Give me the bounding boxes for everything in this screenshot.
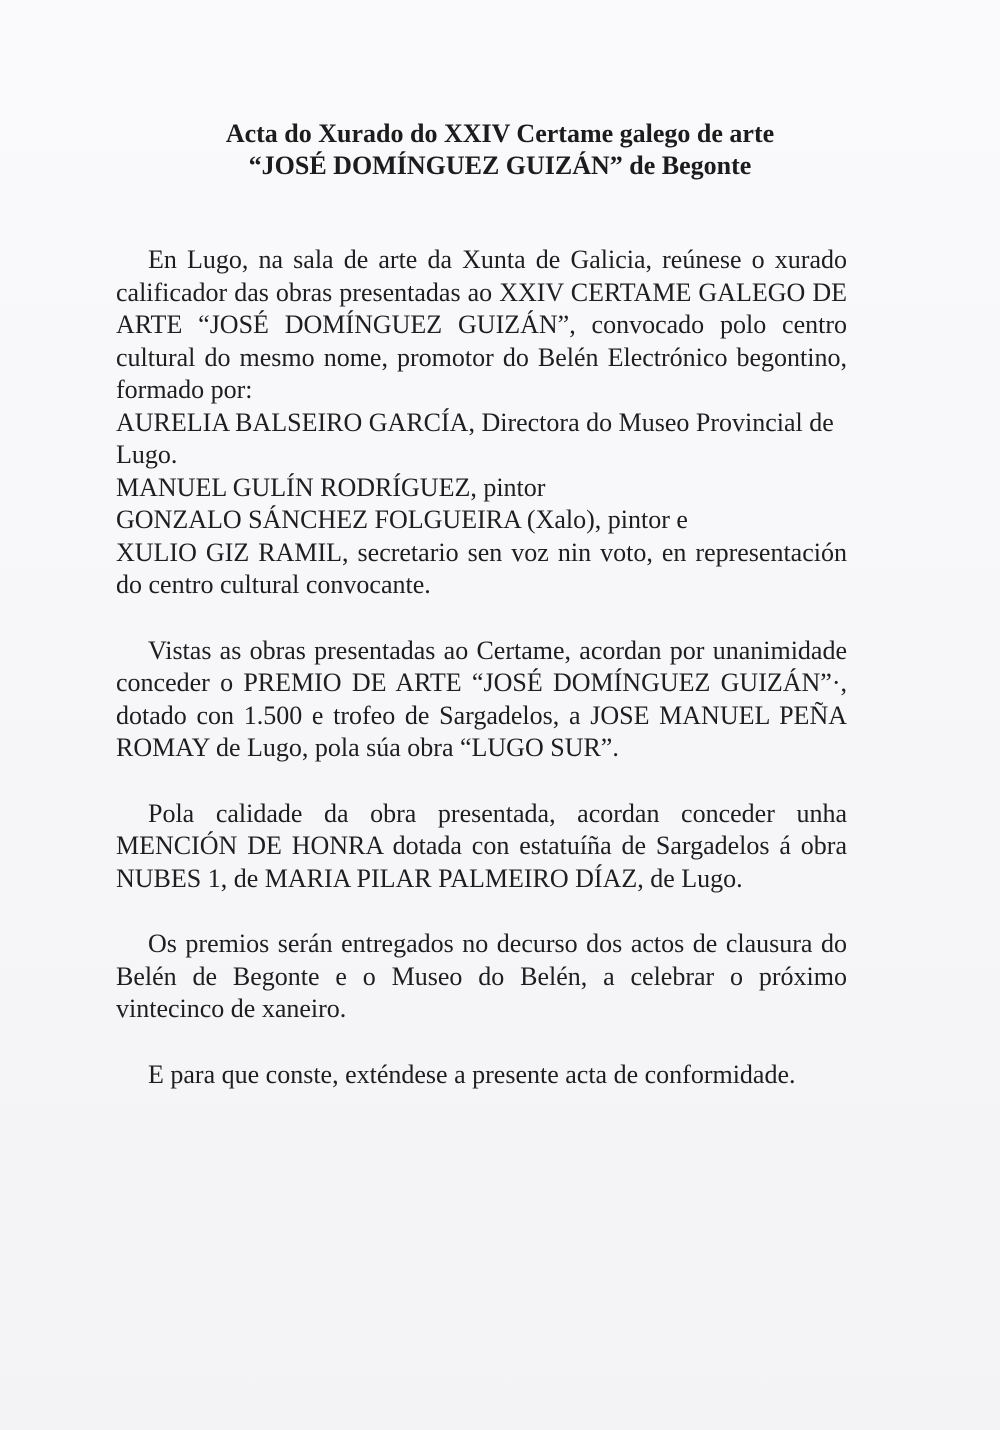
honor-paragraph: Pola calidade da obra presentada, acordan conceder unha MENCIÓN DE HONRA dotada con estatuíña de Sargadelos á obra NUBES 1, de MARIA PILAR PALMEIRO DÍAZ, de Lugo. bbox=[116, 798, 847, 893]
award-paragraph: Vistas as obras presentadas ao Certame, acordan por unanimidade conceder o PREMIO DE ARTE “JOSÉ DOMÍNGUEZ GUIZÁN”·, dotado con 1.500 e trofeo de Sargadelos, a JOSE MANUEL PEÑA ROMAY de Lugo, pola súa obra “LUGO SUR”. bbox=[116, 635, 847, 762]
title-line-1: Acta do Xurado do XXIV Certame galego de arte bbox=[225, 119, 775, 148]
intro-paragraph: En Lugo, na sala de arte da Xunta de Galicia, reúnese o xurado calificador das obras presentadas ao XXIV CERTAME GALEGO DE ARTE “JOSÉ DOMÍNGUEZ GUIZÁN”, convocado polo centro cultural do mesmo nome, promotor do Belén Electrónico begontino, formado por: bbox=[116, 245, 847, 404]
document-title bbox=[0, 118, 1000, 182]
jury-member-4: XULIO GIZ RAMIL, secretario sen voz nin voto, en representación do centro cultural convocante. bbox=[116, 537, 847, 599]
closing-statement: E para que conste, exténdese a presente acta de conformidade. bbox=[148, 1059, 796, 1089]
ceremony-paragraph: Os premios serán entregados no decurso dos actos de clausura do Belén de Begonte e o Museo do Belén, a celebrar o próximo vintecinco de xaneiro. bbox=[116, 929, 847, 1023]
jury-member-3: GONZALO SÁNCHEZ FOLGUEIRA (Xalo), pintor e bbox=[116, 505, 688, 534]
jury-member-1: AURELIA BALSEIRO GARCÍA, Directora do Museo Provincial de Lugo. bbox=[116, 407, 834, 469]
jury-member-2: MANUEL GULÍN RODRÍGUEZ, pintor bbox=[116, 472, 546, 502]
title-line-2: “JOSÉ DOMÍNGUEZ GUIZÁN” de Begonte bbox=[248, 151, 752, 180]
document-body bbox=[116, 244, 847, 1091]
